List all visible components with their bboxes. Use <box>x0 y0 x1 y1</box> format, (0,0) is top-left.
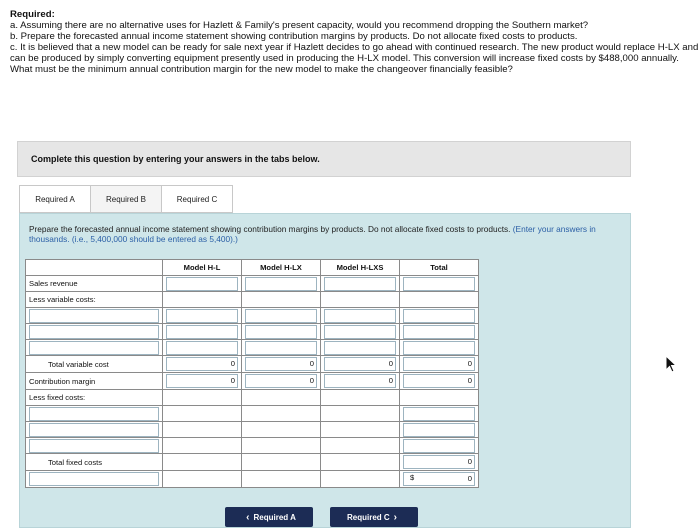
label-total-variable: Total variable cost <box>26 356 163 373</box>
required-heading: Required: <box>10 9 55 20</box>
empty-cell <box>242 438 321 454</box>
dollar-sign: $ <box>410 473 415 482</box>
tab-bar <box>19 185 232 213</box>
chevron-left-icon: ‹ <box>246 511 250 523</box>
input-cell[interactable] <box>321 340 400 356</box>
empty-cell <box>242 406 321 422</box>
empty-cell <box>321 390 400 406</box>
row-sales-revenue <box>26 276 479 292</box>
prompt-main: Prepare the forecasted annual income statement showing contribution margins by products. Do not allocate fixed costs to products. <box>29 224 511 234</box>
input-cell[interactable] <box>242 340 321 356</box>
label-total-fixed: Total fixed costs <box>26 454 163 471</box>
answer-panel <box>19 213 631 528</box>
input-cell[interactable] <box>242 324 321 340</box>
label-less-variable: Less variable costs: <box>26 292 163 308</box>
row-less-variable <box>26 292 479 308</box>
input-cell[interactable] <box>163 308 242 324</box>
row-fixed-item <box>26 422 479 438</box>
value-cell: 0 <box>321 356 400 373</box>
input-cell[interactable] <box>163 340 242 356</box>
label-sales-revenue: Sales revenue <box>26 276 163 292</box>
empty-cell <box>163 454 242 471</box>
empty-cell <box>163 422 242 438</box>
input-cell[interactable] <box>400 406 479 422</box>
row-variable-item <box>26 324 479 340</box>
label-input[interactable] <box>26 324 163 340</box>
value-cell: 0 <box>163 373 242 390</box>
header-model-hlx: Model H-LX <box>242 260 321 276</box>
label-input[interactable] <box>26 340 163 356</box>
row-less-fixed <box>26 390 479 406</box>
prev-label: Required A <box>253 512 296 522</box>
empty-cell <box>321 292 400 308</box>
label-contribution-margin: Contribution margin <box>26 373 163 390</box>
value-cell: 0 <box>400 356 479 373</box>
row-variable-item <box>26 308 479 324</box>
row-variable-item <box>26 340 479 356</box>
empty-cell <box>242 454 321 471</box>
input-cell[interactable] <box>400 438 479 454</box>
value-cell: 0 <box>242 356 321 373</box>
next-label: Required C <box>346 512 390 522</box>
value-cell: $ 0 <box>400 471 479 488</box>
empty-cell <box>163 471 242 488</box>
row-total-variable <box>26 356 479 373</box>
row-net-income <box>26 471 479 488</box>
row-fixed-item <box>26 438 479 454</box>
input-cell[interactable] <box>242 308 321 324</box>
empty-cell <box>242 292 321 308</box>
prompt-hint: (Enter your answers in thousands. (i.e., 5,400,000 should be entered as 5,400).) <box>29 224 596 244</box>
value-cell: 0 <box>400 454 479 471</box>
question-text <box>10 10 700 75</box>
input-cell[interactable] <box>321 276 400 292</box>
label-input[interactable] <box>26 471 163 488</box>
row-total-fixed <box>26 454 479 471</box>
input-cell[interactable] <box>400 308 479 324</box>
input-cell[interactable] <box>163 276 242 292</box>
part-c-text: c. It is believed that a new model can be ready for sale next year if Hazlett decides to go ahead with continued research. The new product would replace H-LX and can be produced by simply converting equipment presently used in producing the H-LX model. This conversion will increase fixed costs by $488,000 annually. What must be the minimum annual contribution margin for the new model to make the changeover financially feasible? <box>10 41 699 75</box>
input-cell[interactable] <box>242 276 321 292</box>
row-contribution-margin <box>26 373 479 390</box>
empty-cell <box>321 454 400 471</box>
empty-cell <box>242 471 321 488</box>
mouse-cursor-icon <box>665 355 679 373</box>
header-model-hlxs: Model H-LXS <box>321 260 400 276</box>
prev-button[interactable] <box>225 507 313 527</box>
empty-cell <box>163 406 242 422</box>
input-cell[interactable] <box>400 422 479 438</box>
header-model-hl: Model H-L <box>163 260 242 276</box>
value-cell: 0 <box>321 373 400 390</box>
input-cell[interactable] <box>400 324 479 340</box>
empty-cell <box>321 438 400 454</box>
empty-cell <box>321 422 400 438</box>
label-less-fixed: Less fixed costs: <box>26 390 163 406</box>
label-input[interactable] <box>26 406 163 422</box>
row-fixed-item <box>26 406 479 422</box>
header-row <box>26 260 479 276</box>
instruction-text: Complete this question by entering your answers in the tabs below. <box>31 154 320 164</box>
input-cell[interactable] <box>321 308 400 324</box>
value-cell: 0 <box>163 356 242 373</box>
part-b-text: b. Prepare the forecasted annual income statement showing contribution margins by products. Do not allocate fixed costs to products. <box>10 30 578 42</box>
chevron-right-icon: › <box>393 511 397 523</box>
empty-cell <box>321 471 400 488</box>
header-total: Total <box>400 260 479 276</box>
input-cell[interactable] <box>400 276 479 292</box>
next-button[interactable] <box>330 507 418 527</box>
label-input[interactable] <box>26 308 163 324</box>
prompt <box>29 224 619 244</box>
value-cell: 0 <box>242 373 321 390</box>
empty-cell <box>321 406 400 422</box>
instruction-banner <box>17 141 631 177</box>
header-blank <box>26 260 163 276</box>
tab-required-c[interactable]: Required C <box>161 185 233 213</box>
label-input[interactable] <box>26 422 163 438</box>
empty-cell <box>163 292 242 308</box>
label-input[interactable] <box>26 438 163 454</box>
tab-required-b[interactable]: Required B <box>90 185 162 213</box>
empty-cell <box>242 390 321 406</box>
input-cell[interactable] <box>321 324 400 340</box>
income-statement-table <box>25 259 479 488</box>
empty-cell <box>242 422 321 438</box>
input-cell[interactable] <box>400 340 479 356</box>
empty-cell <box>163 390 242 406</box>
empty-cell <box>400 292 479 308</box>
input-cell[interactable] <box>163 324 242 340</box>
empty-cell <box>400 390 479 406</box>
tab-required-a[interactable]: Required A <box>19 185 91 213</box>
value-cell: 0 <box>400 373 479 390</box>
empty-cell <box>163 438 242 454</box>
part-a-text: a. Assuming there are no alternative uses for Hazlett & Family's present capacity, would you recommend dropping the Southern market? <box>10 19 589 31</box>
